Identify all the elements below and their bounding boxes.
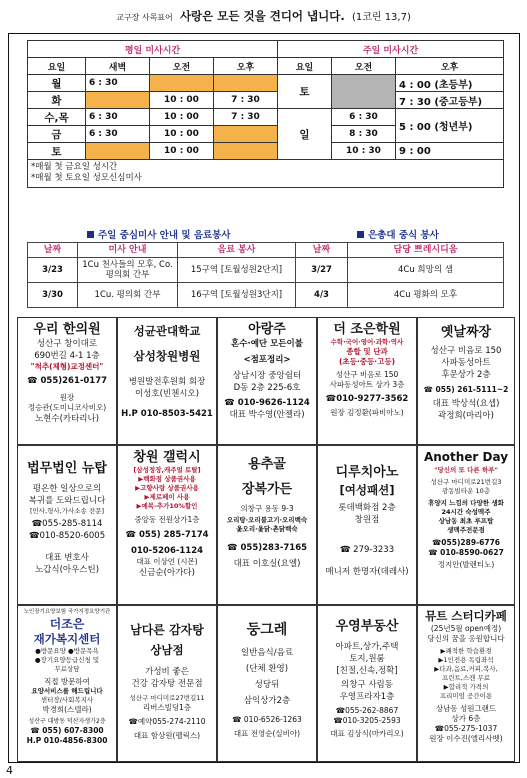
ad-dunggeure: 둥그레 일반음식/음료 (단체 환영) 성당뒤 삼익상가2층 ☎ 010-6526-1263 대표 전영순(실비아) [217, 605, 317, 762]
fri-dawn: 6 : 30 [86, 126, 150, 143]
service-titles [9, 227, 521, 241]
motto-reference: (1코린 13,7) [351, 12, 411, 23]
duty-date1: 3/30 [28, 283, 78, 308]
duty-col-date2: 날짜 [296, 243, 348, 258]
day-fri: 금 [28, 126, 86, 143]
ad-wooyoung-realty: 우영부동산 아파트,상가,주택 토지,원룸 [친절,신속,정확] 의창구 사림동 우영프라자1층 ☎055-262-8867 ☎010-3205-2593 대표 김상식(마카리오) [317, 605, 417, 762]
motto-label: 교구장 사목표어 [116, 13, 173, 22]
lunch-service-title: 은총대 중식 봉사 [357, 227, 439, 241]
wed-dawn: 6 : 30 [86, 109, 150, 126]
wed-pm: 7 : 30 [214, 109, 278, 126]
ad-mute-study-cafe: 뮤트 스터디카페 (25년5월 open예정) 당신의 꿈을 응원합니다 ▶쾌적한 학습환경 ▶1인전용 독립좌석 ▶다과,음료,커피,복사, 프린트,스캔 무료 ▶합리적 가격의 프리미엄 공간이용 상남동 성원그랜드 상가 6층 ☎055-275-1037 원장 이수진(엘리사벳) [417, 605, 515, 762]
sat-dawn [86, 143, 150, 160]
duty-col-drink: 음료 봉사 [178, 243, 296, 258]
ad-changwon-galaxy: 창원 갤럭시 [삼성정장,캐주얼 토탈] ▶백화점 상품권사용 ▶고향사랑 상품권사용 ▶제로페이 사용 ▶예복-추가10%할인 중앙동 전원상가1층 ☎ 055) 285-7174 010-5206-1124 대표 이상언 (시몬) 신금순(아가다) [117, 445, 217, 605]
sunday-mass-title: 주일 미사시간 [278, 41, 504, 58]
ad-woori-clinic: 우리 한의원 성산구 창이대로 690번길 4-1 1층 "척추(체형)교정센터" ☎ 055)261-0177 원장 정승관(도미니코사비오) 노현수(카타리나) [17, 317, 117, 445]
sat-am: 10 : 00 [150, 143, 214, 160]
table-row [28, 258, 504, 283]
ad-samsung-hospital: 성균관대학교 삼성창원병원 병원발전후원회 회장 이성호(빈첸시오) H.P 010-8503-5421 [117, 317, 217, 445]
tue-pm: 7 : 30 [214, 92, 278, 109]
col-sun-pm: 오후 [396, 58, 504, 75]
duty-guide: 1Cu. 평의회 간부 [78, 283, 178, 308]
duty-drink: 16구역 [토월성원3단지] [178, 283, 296, 308]
square-bullet-icon [357, 231, 364, 238]
mass-schedule-table [27, 40, 504, 188]
note-first-saturday: *매월 첫 토요일 성모신심미사 [31, 173, 142, 183]
mon-dawn: 6 : 30 [86, 75, 150, 92]
service-duty-table [27, 242, 504, 308]
ad-another-day: Another Day "당신의 또 다른 하루" 성산구 마디미로21번길3 광동빌타운 10층 휴양지 느낌의 다양한 생화 24시간 숙성맥주 상남동 최초 루프탑 생맥주전문점 ☎055)289-6776 ☎ 010-8590-0627 정지안(발렌티노) [417, 445, 515, 605]
ad-deojoeun-academy: 더 조은학원 수학·국어·영어·과학·역사 종합 및 단과 (초등·중등·고등) 성산구 비음로 150 사파동성아트 상가 3층 ☎010-9277-3562 원장 김정환(파비아노) [317, 317, 417, 445]
sat-pm-1: 4 : 00 (초등부) [396, 75, 504, 92]
sun-am-1: 6 : 30 [332, 109, 396, 126]
ad-namdareun-gamjatang: 남다른 감자탕 상남점 가성비 좋은 건강 감자탕 전문점 성산구 마디미로27번길11 리버스빌딩1층 ☎예약055-274-2110 대표 함상원(펠릭스) [117, 605, 217, 762]
mon-pm [214, 75, 278, 92]
duty-date1: 3/23 [28, 258, 78, 283]
fri-pm [214, 126, 278, 143]
sun-sat-day: 토 [278, 75, 332, 109]
bulletin-frame [8, 33, 520, 763]
ad-deojoeun-care-center: 노인장기요양보험 국가지정요양기관 더조은 재가복지센터 ●방문요양 ●방문목욕 ●장기요양등급신청 및 무료상담 직접 방문하여 요양서비스를 해드립니다 센터장/사회복지사 박경희(스텔라) 성산구 대방동 덕산자생가2층 ☎ 055) 607-8300 H.P 010-4856-8300 [17, 605, 117, 762]
sat-pm [214, 143, 278, 160]
ad-old-jjajang: 옛날짜장 성산구 비음로 150 사파동성아트 후문상가 2층 ☎ 055) 261-5111~2 대표 박상석(요셉) 곽정희(마리아) [417, 317, 515, 445]
tue-dawn [86, 92, 150, 109]
duty-col-date1: 날짜 [28, 243, 78, 258]
sun-day: 일 [278, 109, 332, 160]
sat-am-empty [332, 75, 396, 109]
duty-team: 4Cu 평화의 모후 [348, 283, 504, 308]
sponsor-ads-grid [17, 317, 515, 762]
wed-am: 10 : 00 [150, 109, 214, 126]
duty-date2: 4/3 [296, 283, 348, 308]
mon-am [150, 75, 214, 92]
day-tue: 화 [28, 92, 86, 109]
tue-am: 10 : 00 [150, 92, 214, 109]
weekday-mass-title: 평일 미사시간 [28, 41, 278, 58]
duty-date2: 3/27 [296, 258, 348, 283]
duty-drink: 15구역 [토월성원2단지] [178, 258, 296, 283]
col-am: 오전 [150, 58, 214, 75]
note-first-friday: *매월 첫 금요일 성시간 [31, 162, 118, 172]
duty-col-team: 담당 쁘레시디움 [348, 243, 504, 258]
sun-am-3: 10 : 30 [332, 143, 396, 160]
schedule-notes [28, 160, 504, 188]
mass-guide-title: 주일 중심미사 안내 및 음료봉사 [87, 227, 231, 241]
page-number: 4 [6, 764, 13, 777]
ad-diluciano: 디루치아노 [여성패션] 롯데백화점 2층 창원점 ☎ 279-3233 매니저 한명자(데레사) [317, 445, 417, 605]
ad-yongchugol: 용추골 장복가든 의창구 용동 9-3 오리탕·오리불고기·오리백숙 옻오리·옻닭·촌닭백숙 ☎ 055)283-7165 대표 이호실(요엘) [217, 445, 317, 605]
day-wed-thu: 수,목 [28, 109, 86, 126]
day-mon: 월 [28, 75, 86, 92]
day-sat: 토 [28, 143, 86, 160]
pastoral-motto [0, 8, 527, 24]
fri-am: 10 : 00 [150, 126, 214, 143]
table-row [28, 283, 504, 308]
col-sun-day: 요일 [278, 58, 332, 75]
sat-pm-2: 7 : 30 (중고등부) [396, 92, 504, 109]
col-dawn: 새벽 [86, 58, 150, 75]
ad-arangju: 아랑주 혼수·예단 모든이불 <점포정리> 상남시장 중앙쉼터 D동 2층 225-6호 ☎ 010-9626-1124 대표 박수영(안젤라) [217, 317, 317, 445]
col-sun-am: 오전 [332, 58, 396, 75]
sun-am-2: 8 : 30 [332, 126, 396, 143]
col-day: 요일 [28, 58, 86, 75]
motto-text: 사랑은 모든 것을 견디어 냅니다. [179, 9, 345, 23]
col-pm: 오후 [214, 58, 278, 75]
duty-guide: 1Cu 천사들의 모후, Co. 평의회 간부 [78, 258, 178, 283]
duty-col-guide: 미사 안내 [78, 243, 178, 258]
square-bullet-icon [87, 231, 94, 238]
sun-pm-1: 5 : 00 (청년부) [396, 109, 504, 143]
sun-pm-2: 9 : 00 [396, 143, 504, 160]
ad-newtop-law: 법무법인 뉴탑 평온한 일상으로의 복귀를 도와드립니다 [민사,형사,가사소송 전문] ☎055-285-8114 ☎010-8520-6005 대표 변호사 노갑식(아우스틴) [17, 445, 117, 605]
duty-team: 4Cu 희망의 샘 [348, 258, 504, 283]
